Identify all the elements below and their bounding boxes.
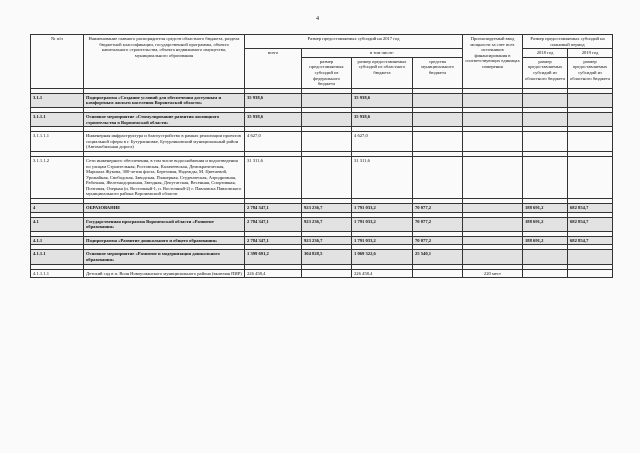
row-total: 4 627,0 xyxy=(245,132,302,152)
row-municipal: 70 077,2 xyxy=(413,217,463,231)
row-2018 xyxy=(523,112,568,126)
header-subsidy-2017: Размер предоставляемых субсидий на 2017 год xyxy=(245,35,463,49)
row-2019 xyxy=(568,269,613,278)
row-2018 xyxy=(523,269,568,278)
row-federal: 923 236,7 xyxy=(302,204,352,213)
header-regional-2019: размер предоставляемых субсидий из областного бюджета xyxy=(568,57,613,88)
row-total: 2 784 347,1 xyxy=(245,236,302,245)
row-number: 4 xyxy=(31,204,84,213)
row-number: 3.1.1.1.2 xyxy=(31,156,84,198)
row-name: Сети инженерного обеспечения, в том числе водоснабжения и водоотведения по улицам Строительная, Ростовская, Калачеевская, Демократическая, Маршала Жукова, 300-летия флота, Березовая, Надежды, М. Цветаевой, Урожайная, Свободская, Заводская, Планерная, Студенческая, Аэродромная, Рабочная, Железнодорожная, Звездная, Депутатская, Весенняя, Спортивная, Почтовая, Озерная (п. Восточный-1, п. Восточный-2) г. Павловска Павловского муниципального района Воронежской области xyxy=(84,156,245,198)
header-regional-2018: размер предоставляемых субсидий из областного бюджета xyxy=(523,57,568,88)
row-regional: 35 938,6 xyxy=(352,112,413,126)
row-2018 xyxy=(523,250,568,264)
row-number: 3.1.1 xyxy=(31,93,84,107)
row-federal: 304 828,5 xyxy=(302,250,352,264)
row-total: 2 784 347,1 xyxy=(245,204,302,213)
row-2018 xyxy=(523,156,568,198)
row-municipal: 25 540,1 xyxy=(413,250,463,264)
header-year-2019: 2019 год xyxy=(568,49,613,58)
row-capacity xyxy=(463,156,523,198)
row-total: 226 458,4 xyxy=(245,269,302,278)
row-2019 xyxy=(568,250,613,264)
row-capacity: 220 мест xyxy=(463,269,523,278)
row-2019 xyxy=(568,93,613,107)
row-name: Инженерная инфраструктура и благоустройство в рамках реализации проектов социальной сферы в г. Бутурлиновке, Бутурлиновский муниципальный район (Автомобильная дорога) xyxy=(84,132,245,152)
row-2018: 188 691,2 xyxy=(523,217,568,231)
row-regional: 1 791 033,2 xyxy=(352,204,413,213)
page-number: 4 xyxy=(316,16,319,22)
row-regional: 1 791 033,2 xyxy=(352,217,413,231)
table-row xyxy=(31,204,613,213)
row-total: 2 784 347,1 xyxy=(245,217,302,231)
row-regional: 4 627,0 xyxy=(352,132,413,152)
row-capacity xyxy=(463,250,523,264)
row-name: Основное мероприятие «Развитие и модернизация дошкольного образования» xyxy=(84,250,245,264)
row-2019: 682 854,7 xyxy=(568,217,613,231)
table-row xyxy=(31,236,613,245)
row-name: Детский сад в п. Воля Новоусманского муниципального района (включая ПИР) xyxy=(84,269,245,278)
row-name: Подпрограмма «Создание условий для обеспечения доступным и комфортным жильем населения Воронежской области» xyxy=(84,93,245,107)
row-regional: 1 791 033,2 xyxy=(352,236,413,245)
row-2018 xyxy=(523,93,568,107)
row-name: Основное мероприятие «Стимулирование развития жилищного строительства в Воронежской области» xyxy=(84,112,245,126)
row-municipal: 70 077,2 xyxy=(413,236,463,245)
row-regional: 31 311,6 xyxy=(352,156,413,198)
header-municipal: средства муниципального бюджета xyxy=(413,57,463,88)
row-2018 xyxy=(523,132,568,152)
header-year-2018: 2018 год xyxy=(523,49,568,58)
row-name: Подпрограмма «Развитие дошкольного и общего образования» xyxy=(84,236,245,245)
row-number: 4.1.1.1 xyxy=(31,250,84,264)
row-regional: 35 938,6 xyxy=(352,93,413,107)
row-federal xyxy=(302,156,352,198)
row-number: 3.1.1.1 xyxy=(31,112,84,126)
table-row xyxy=(31,269,613,278)
header-capacity: Прогнозируемый ввод мощности за счет всех источников финансирования в соответствующих единицах измерения xyxy=(463,35,523,89)
row-number: 4.1.1 xyxy=(31,236,84,245)
row-federal xyxy=(302,112,352,126)
row-total: 35 938,6 xyxy=(245,93,302,107)
row-federal: 923 236,7 xyxy=(302,236,352,245)
row-municipal xyxy=(413,93,463,107)
header-federal: размер предоставляемых субсидий из федерального бюджета xyxy=(302,57,352,88)
header-no: № п/п xyxy=(31,35,84,89)
row-municipal xyxy=(413,269,463,278)
row-number: 4.1.1.1.1 xyxy=(31,269,84,278)
row-total: 31 311,6 xyxy=(245,156,302,198)
row-federal xyxy=(302,132,352,152)
row-2019: 682 854,7 xyxy=(568,204,613,213)
row-2018: 188 691,2 xyxy=(523,204,568,213)
table-row xyxy=(31,217,613,231)
row-name: ОБРАЗОВАНИЕ xyxy=(84,204,245,213)
row-total: 35 938,6 xyxy=(245,112,302,126)
table-row xyxy=(31,132,613,152)
row-2019 xyxy=(568,132,613,152)
row-number: 4.1 xyxy=(31,217,84,231)
row-federal: 923 236,7 xyxy=(302,217,352,231)
row-municipal xyxy=(413,112,463,126)
header-total: всего xyxy=(245,49,302,89)
row-municipal xyxy=(413,132,463,152)
header-planned-period: Размер предоставляемых субсидий на плановый период xyxy=(523,35,613,49)
row-municipal xyxy=(413,156,463,198)
row-2019: 682 854,7 xyxy=(568,236,613,245)
row-federal xyxy=(302,269,352,278)
header-regional: размер предоставляемых субсидий из областного бюджета xyxy=(352,57,413,88)
row-name: Государственная программа Воронежской области «Развитие образования» xyxy=(84,217,245,231)
row-municipal: 70 077,2 xyxy=(413,204,463,213)
table-row xyxy=(31,112,613,126)
row-2019 xyxy=(568,156,613,198)
row-capacity xyxy=(463,236,523,245)
row-capacity xyxy=(463,112,523,126)
row-federal xyxy=(302,93,352,107)
row-capacity xyxy=(463,93,523,107)
table-row xyxy=(31,250,613,264)
row-regional: 1 069 322,6 xyxy=(352,250,413,264)
row-capacity xyxy=(463,217,523,231)
header-including: в том числе: xyxy=(302,49,463,58)
subsidy-table xyxy=(30,34,613,278)
header-name: Наименование главного распорядителя средств областного бюджета, раздела бюджетной классификации, государственной программы, объекта капитального строительства, объекта недвижимого имущества, муниципального образования xyxy=(84,35,245,89)
row-capacity xyxy=(463,132,523,152)
row-capacity xyxy=(463,204,523,213)
table-row xyxy=(31,93,613,107)
row-regional: 226 458,4 xyxy=(352,269,413,278)
row-number: 3.1.1.1.1 xyxy=(31,132,84,152)
row-2019 xyxy=(568,112,613,126)
row-total: 1 399 691,2 xyxy=(245,250,302,264)
table-row xyxy=(31,156,613,198)
row-2018: 188 691,2 xyxy=(523,236,568,245)
